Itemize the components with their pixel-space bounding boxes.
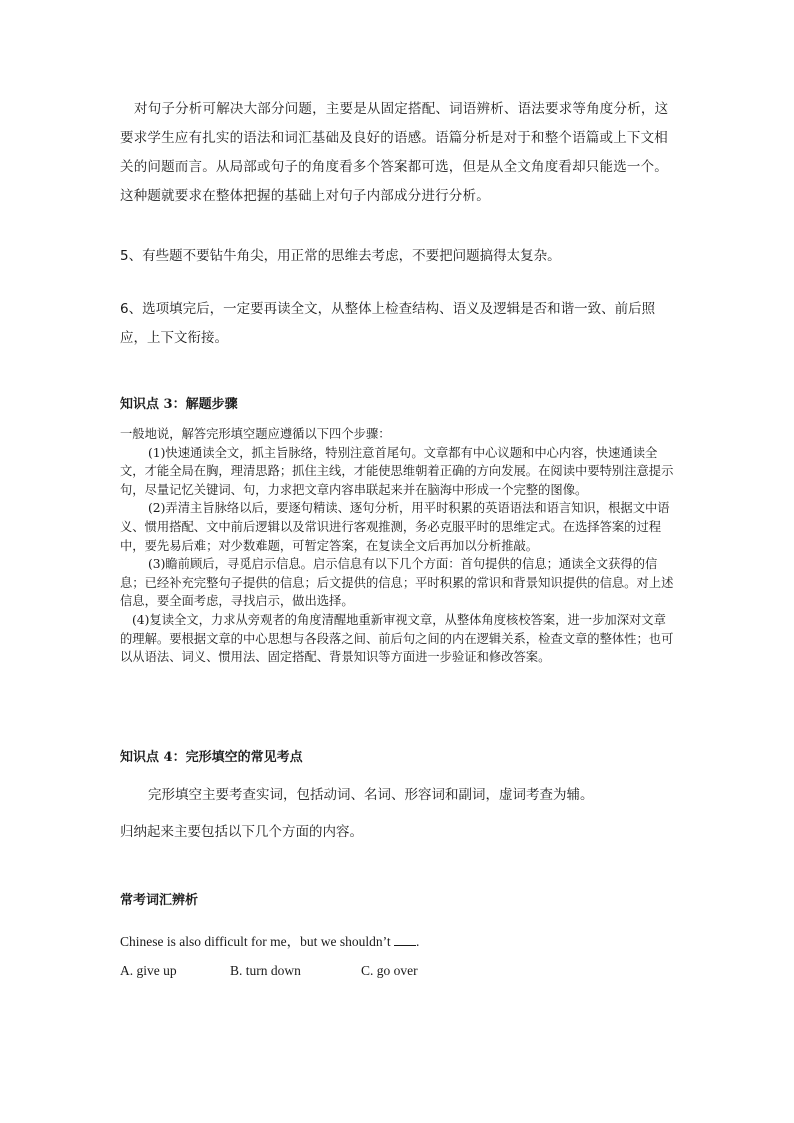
step-1: (1)快速通读全文，抓主旨脉络，特别注意首尾句。文章都有中心议题和中心内容，快速通读全文，才能全局在胸，理清思路；抓住主线，才能使思维朝着正确的方向发展。在阅读中要特别注意提示句，尽量记忆关键词、句，力求把文章内容串联起来并在脑海中形成一个完整的图像。 xyxy=(120,445,674,497)
section-3-heading: 知识点 3：解题步骤 xyxy=(120,397,238,412)
steps-intro: 一般地说，解答完形填空题应遵循以下四个步骤： xyxy=(120,427,391,441)
step-3: (3)瞻前顾后，寻觅启示信息。启示信息有以下几个方面：首句提供的信息；通读全文获得的信息；已经补充完整句子提供的信息；后文提供的信息；平时积累的常识和背景知识提供的信息。对上述信息，要全面考虑，寻找启示，做出选择。 xyxy=(120,557,674,609)
tip-6: 6、选项填完后，一定要再读全文，从整体上检查结构、语义及逻辑是否和谐一致、前后照应，上下文衔接。 xyxy=(120,301,656,346)
question xyxy=(120,930,676,950)
tip-5: 5、有些题不要钻牛角尖，用正常的思维去考虑，不要把问题搞得太复杂。 xyxy=(120,248,561,264)
section-4-paragraph-2: 归纳起来主要包括以下几个方面的内容。 xyxy=(120,824,363,840)
question-text: Chinese is also difficult for me，but we shouldn’t xyxy=(120,934,391,949)
section-5-heading: 常考词汇辨析 xyxy=(120,893,199,908)
solving-steps xyxy=(120,425,676,667)
step-2: (2)弄清主旨脉络以后，要逐句精读、逐句分析，用平时积累的英语语法和语言知识，根据文中语义、惯用搭配、文中前后逻辑以及常识进行客观推测，务必克服平时的思维定式。在选择答案的过程中，要先易后难；对少数难题，可暂定答案，在复读全文后再加以分析推敲。 xyxy=(120,501,670,553)
section-4-heading: 知识点 4：完形填空的常见考点 xyxy=(120,750,303,765)
step-4: (4)复读全文，力求从旁观者的角度清醒地重新审视文章，从整体角度核校答案，进一步加深对文章的理解。要根据文章的中心思想与各段落之间、前后句之间的内在逻辑关系，检查文章的整体性；也可以从语法、词义、惯用法、固定搭配、背景知识等方面进一步验证和修改答案。 xyxy=(120,612,674,665)
intro-paragraph: 对句子分析可解决大部分问题，主要是从固定搭配、词语辨析、语法要求等角度分析，这要求学生应有扎实的语法和词汇基础及良好的语感。语篇分析是对于和整个语篇或上下文相关的问题而言。从局部或句子的角度看多个答案都可选，但是从全文角度看却只能选一个。这种题就要求在整体把握的基础上对句子内部成分进行分析。 xyxy=(120,101,669,204)
section-4-paragraph-1: 完形填空主要考查实词，包括动词、名词、形容词和副词，虚词考查为辅。 xyxy=(148,787,594,803)
option-c: C. go over xyxy=(361,963,418,978)
option-b: B. turn down xyxy=(230,963,301,978)
option-a: A. give up xyxy=(120,963,177,978)
question-end: . xyxy=(415,934,420,949)
answer-blank xyxy=(394,933,416,946)
